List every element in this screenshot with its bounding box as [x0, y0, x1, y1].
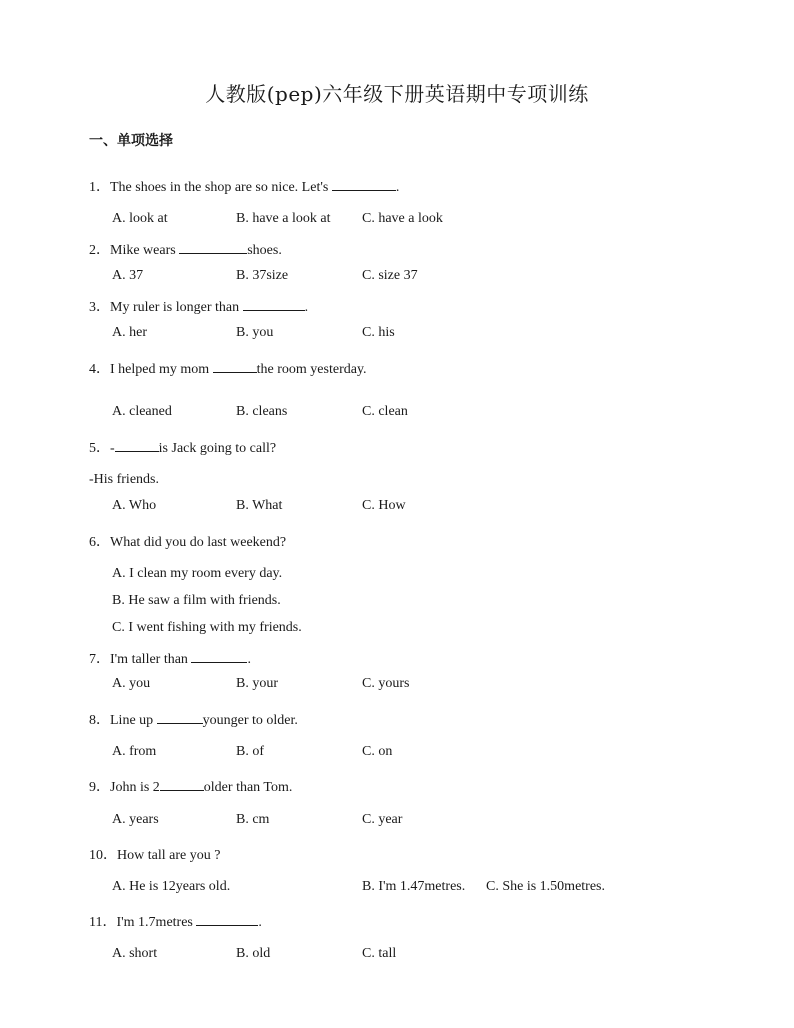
option-a: A. cleaned	[112, 404, 172, 419]
option-c: C. yours	[362, 676, 410, 691]
option-c: C. his	[362, 325, 395, 340]
option-c: C. year	[362, 812, 403, 827]
answer-blank	[160, 778, 204, 791]
option-c: C. She is 1.50metres.	[486, 879, 605, 894]
option-a: A. I clean my room every day.	[112, 566, 283, 581]
option-c: C. tall	[362, 946, 397, 961]
question-6: 6．What did you do last weekend?	[89, 535, 287, 550]
option-c: C. on	[362, 744, 393, 759]
option-a: A. you	[112, 676, 151, 691]
answer-blank	[157, 711, 203, 724]
page-title: 人教版(pep)六年级下册英语期中专项训练	[205, 82, 589, 106]
option-a: A. from	[112, 744, 157, 759]
option-b: B. 37size	[236, 268, 289, 283]
answer-blank	[196, 913, 258, 926]
option-a: A. He is 12years old.	[112, 879, 231, 894]
option-b: B. of	[236, 744, 264, 759]
option-c: C. size 37	[362, 268, 418, 283]
option-c: C. clean	[362, 404, 408, 419]
question-3: 3．My ruler is longer than .	[89, 300, 309, 315]
answer-blank	[179, 241, 247, 254]
question-2: 2．Mike wears shoes.	[89, 243, 282, 258]
option-b: B. you	[236, 325, 274, 340]
question-1: 1．The shoes in the shop are so nice. Let's .	[89, 180, 400, 195]
question-9: 9．John is 2 older than Tom.	[89, 780, 293, 795]
section-heading: 一、单项选择	[89, 133, 173, 149]
answer-blank	[115, 439, 159, 452]
question-10: 10．How tall are you ?	[89, 848, 221, 863]
option-b: B. your	[236, 676, 278, 691]
option-b: B. have a look at	[236, 211, 331, 226]
answer-blank	[243, 298, 305, 311]
option-a: A. Who	[112, 498, 157, 513]
option-a: A. look at	[112, 211, 168, 226]
option-a: A. years	[112, 812, 159, 827]
question-4: 4．I helped my mom the room yesterday.	[89, 362, 367, 377]
option-b: B. What	[236, 498, 283, 513]
option-b: B. He saw a film with friends.	[112, 593, 281, 608]
answer-blank	[191, 650, 247, 663]
option-b: B. I'm 1.47metres.	[362, 879, 466, 894]
question-5-response: -His friends.	[89, 472, 159, 487]
option-c: C. How	[362, 498, 406, 513]
option-b: B. cm	[236, 812, 270, 827]
question-7: 7．I'm taller than .	[89, 652, 251, 667]
option-b: B. cleans	[236, 404, 288, 419]
option-a: A. her	[112, 325, 147, 340]
option-c: C. I went fishing with my friends.	[112, 620, 302, 635]
question-8: 8．Line up younger to older.	[89, 713, 298, 728]
option-a: A. short	[112, 946, 158, 961]
question-5: 5．- is Jack going to call?	[89, 441, 277, 456]
question-11: 11．I'm 1.7metres .	[89, 915, 262, 930]
answer-blank	[213, 360, 257, 373]
answer-blank	[332, 178, 396, 191]
option-c: C. have a look	[362, 211, 443, 226]
option-a: A. 37	[112, 268, 144, 283]
option-b: B. old	[236, 946, 271, 961]
